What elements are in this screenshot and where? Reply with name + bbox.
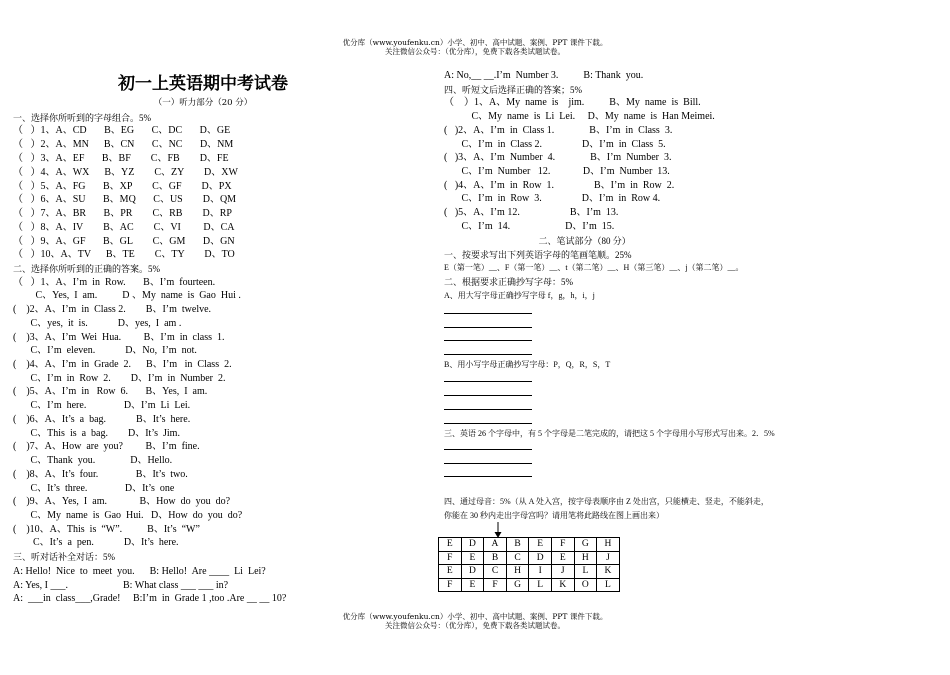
right-question-line: 一、按要求写出下列英语字母的笔画笔顺。25% [444, 250, 632, 260]
left-question-line: （ ）9、A、GF B、GL C、GM D、GN [13, 236, 235, 247]
right-question-line: E（第一笔）__、F（第一笔）__、t（第二笔）__、H（第三笔）__、j（第二笔）__。 [444, 263, 744, 272]
right-question-line: 三、英语 26 个字母中，有 5 个字母是二笔完成的，请把这 5 个字母用小写形式写出来。2．5% [444, 429, 775, 438]
right-question-line: ( )3、A、I’m Number 4. B、I’m Number 3. [444, 152, 672, 163]
maze-cell: J [597, 551, 620, 565]
right-question-line: ( )5、A、I’m 12. B、I’m 13. [444, 207, 619, 218]
maze-cell: I [529, 565, 552, 579]
left-question-line: C、This is a bag. D、It’s Jim. [13, 428, 180, 439]
maze-cell: H [574, 551, 597, 565]
page-footer [0, 612, 950, 630]
right-question-line: A、用大写字母正确抄写字母 f，g，h，i，j [444, 291, 595, 300]
right-question-line: C、I’m in Row 3. D、I’m in Row 4. [444, 193, 661, 204]
maze-row [439, 551, 620, 565]
answer-line [444, 423, 532, 424]
maze-cell: J [551, 565, 574, 579]
left-question-line: C、yes, it is. D、yes, I am . [13, 318, 182, 329]
maze-cell: L [529, 578, 552, 592]
right-question-line: 二、笔试部分（80 分） [444, 236, 631, 246]
page-header [0, 38, 950, 56]
answer-line [444, 381, 532, 382]
maze-cell: B [506, 538, 529, 552]
maze-cell: O [574, 578, 597, 592]
left-question-line: C、I’m in Row 2. D、I’m in Number 2. [13, 373, 226, 384]
right-question-line: C、I’m in Class 2. D、I’m in Class 5. [444, 139, 666, 150]
maze-cell: E [439, 538, 462, 552]
left-question-line: ( )2、A、I’m in Class 2. B、I’m twelve. [13, 304, 212, 315]
right-question-line: C、I’m Number 12. D、I’m Number 13. [444, 166, 670, 177]
right-question-line: ( )4、A、I’m in Row 1. B、I’m in Row 2. [444, 180, 675, 191]
letter-maze [438, 537, 620, 592]
maze-cell: F [484, 578, 507, 592]
left-question-line: （ ）6、A、SU B、MQ C、US D、QM [13, 194, 237, 205]
left-question-line: A: ___in class___,Grade! B:I’m in Grade 1 ,too .Are __ __ 10? [13, 593, 287, 604]
left-question-line: （ ）5、A、FG B、XP C、GF D、PX [13, 181, 232, 192]
right-question-line: （ ）1、A、My name is jim. B、My name is Bill. [444, 97, 701, 108]
left-question-line: （ ）1、A、I’m in Row. B、I’m fourteen. [13, 277, 216, 288]
maze-row [439, 538, 620, 552]
left-question-line: （ ）4、A、WX B、YZ C、ZY D、XW [13, 167, 238, 178]
left-question-line: ( )6、A、It’s a bag. B、It’s here. [13, 414, 191, 425]
header-line-1: 优分库（www.youfenku.cn）小学、初中、高中试题、案例、PPT 课件下载。 [342, 38, 608, 47]
left-question-line: ( )5、A、I’m in Row 6. B、Yes, I am. [13, 386, 208, 397]
left-question-line: （ ）1、A、CD B、EG C、DC D、GE [13, 125, 231, 136]
left-question-line: 一、选择你所听到的字母组合。5% [13, 113, 151, 123]
footer-line-2: 关注微信公众号：（优分库），免费下载各类试题试卷。 [385, 621, 565, 630]
right-question-line: A: No,__ __.I’m Number 3. B: Thank you. [444, 70, 644, 81]
answer-line [444, 395, 532, 396]
right-question-line: B、用小写字母正确抄写字母：P，Q，R，S，T [444, 360, 611, 369]
maze-cell: E [461, 578, 484, 592]
left-question-line: A: Yes, I ___. B: What class ___ ___ in? [13, 580, 229, 591]
exam-title: 初一上英语期中考试卷 [118, 74, 288, 94]
maze-cell: L [597, 578, 620, 592]
maze-cell: C [506, 551, 529, 565]
answer-line [444, 476, 532, 477]
maze-cell: L [574, 565, 597, 579]
maze-cell: E [529, 538, 552, 552]
maze-cell: A [484, 538, 507, 552]
left-question-line: 三、听对话补全对话：5% [13, 552, 115, 562]
answer-line [444, 327, 532, 328]
left-question-line: （ ）8、A、IV B、AC C、VI D、CA [13, 222, 235, 233]
maze-cell: G [574, 538, 597, 552]
left-question-line: C、Yes, I am. D 、My name is Gao Hui . [13, 290, 241, 301]
listening-section-subtitle: （一）听力部分（20 分） [153, 98, 253, 108]
down-arrow-icon [493, 522, 503, 538]
right-question-line: C、My name is Li Lei. D、My name is Han Meimei. [444, 111, 715, 122]
answer-line [444, 313, 532, 314]
left-question-line: ( )3、A、I’m Wei Hua. B、I’m in class 1. [13, 332, 225, 343]
maze-cell: F [551, 538, 574, 552]
maze-cell: D [461, 565, 484, 579]
left-question-line: C、It’s three. D、It’s one [13, 483, 175, 494]
maze-cell: E [461, 551, 484, 565]
answer-line [444, 449, 532, 450]
left-question-line: （ ）7、A、BR B、PR C、RB D、RP [13, 208, 232, 219]
left-question-line: A: Hello! Nice to meet you. B: Hello! Are ____ Li Lei? [13, 566, 266, 577]
left-question-line: ( )9、A、Yes, I am. B、How do you do? [13, 496, 231, 507]
maze-cell: G [506, 578, 529, 592]
maze-cell: K [597, 565, 620, 579]
right-question-line: 四、听短文后选择正确的答案；5% [444, 85, 582, 95]
answer-line [444, 409, 532, 410]
left-question-line: ( )4、A、I’m in Grade 2. B、I’m in Class 2. [13, 359, 232, 370]
maze-row [439, 565, 620, 579]
left-question-line: 二、选择你所听到的正确的答案。5% [13, 264, 160, 274]
left-question-line: C、Thank you. D、Hello. [13, 455, 173, 466]
maze-cell: H [597, 538, 620, 552]
maze-cell: E [439, 565, 462, 579]
right-question-line: ( )2、A、I’m in Class 1. B、I’m in Class 3. [444, 125, 673, 136]
left-question-line: （ ）2、A、MN B、CN C、NC D、NM [13, 139, 234, 150]
maze-cell: E [551, 551, 574, 565]
left-question-line: C、My name is Gao Hui. D、How do you do? [13, 510, 243, 521]
maze-cell: H [506, 565, 529, 579]
maze-cell: F [439, 578, 462, 592]
maze-cell: K [551, 578, 574, 592]
left-question-line: ( )10、A、This is “W”. B、It’s “W” [13, 524, 200, 535]
maze-cell: D [461, 538, 484, 552]
maze-cell: D [529, 551, 552, 565]
left-question-line: （ ）3、A、EF B、BF C、FB D、FE [13, 153, 229, 164]
answer-line [444, 340, 532, 341]
maze-cell: B [484, 551, 507, 565]
left-question-line: C、It’s a pen. D、It’s here. [13, 537, 179, 548]
left-question-line: （ ）10、A、TV B、TE C、TY D、TO [13, 249, 235, 260]
maze-cell: F [439, 551, 462, 565]
right-question-line: C、I’m 14. D、I’m 15. [444, 221, 615, 232]
header-line-2: 关注微信公众号：（优分库），免费下载各类试题试卷。 [385, 47, 565, 56]
left-question-line: C、I’m here. D、I’m Li Lei. [13, 400, 191, 411]
left-question-line: C、I’m eleven. D、No, I’m not. [13, 345, 197, 356]
left-question-line: ( )7、A、How are you? B、I’m fine. [13, 441, 200, 452]
footer-line-1: 优分库（www.youfenku.cn）小学、初中、高中试题、案例、PPT 课件下载。 [342, 612, 608, 621]
maze-row [439, 578, 620, 592]
right-question-line: 二、根据要求正确抄写字母：5% [444, 277, 573, 287]
answer-line [444, 463, 532, 464]
left-question-line: ( )8、A、It’s four. B、It’s two. [13, 469, 188, 480]
answer-line [444, 354, 532, 355]
maze-cell: C [484, 565, 507, 579]
right-question-line: 你能在 30 秒内走出字母宫吗？请用笔将此路线在图上画出来） [444, 511, 664, 520]
right-question-line: 四、通过母音：5%（从 A 处入宫，按字母表顺序由 Z 处出宫，只能横走、竖走，不能斜走， [444, 497, 769, 506]
